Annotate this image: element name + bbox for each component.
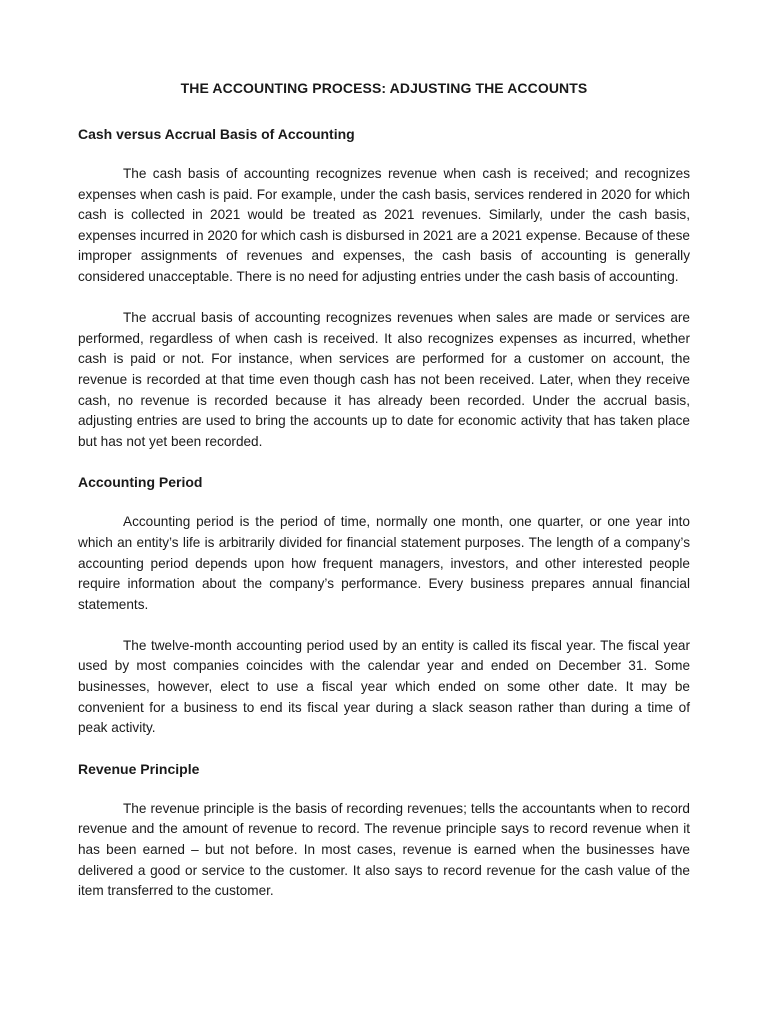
section-cash-vs-accrual <box>78 124 690 452</box>
paragraph: The accrual basis of accounting recognizes revenues when sales are made or services are performed, regardless of when cash is received. It also recognizes expenses as incurred, whether cash is paid or not. For instance, when services are performed for a customer on account, the revenue is recorded at that time even though cash has not been received. Later, when they receive cash, no revenue is recorded because it has already been recorded. Under the accrual basis, adjusting entries are used to bring the accounts up to date for economic activity that has taken place but has not yet been recorded. <box>78 310 690 449</box>
section-heading: Revenue Principle <box>78 760 200 777</box>
section-heading: Cash versus Accrual Basis of Accounting <box>78 126 355 142</box>
paragraph: Accounting period is the period of time, normally one month, one quarter, or one year into which an entity’s life is arbitrarily divided for financial statement purposes. The length of a company’s accounting period depends upon how frequent managers, investors, and other interested people require information about the company’s performance. Every business prepares annual financial statements. <box>78 514 690 612</box>
paragraph: The cash basis of accounting recognizes revenue when cash is received; and recognizes expenses when cash is paid. For example, under the cash basis, services rendered in 2020 for which cash is collected in 2021 would be treated as 2021 revenues. Similarly, under the cash basis, expenses incurred in 2020 for which cash is disbursed in 2021 are a 2021 expense. Because of these improper assignments of revenues and expenses, the cash basis of accounting is generally considered unacceptable. There is no need for adjusting entries under the cash basis of accounting. <box>78 166 690 284</box>
document-page <box>78 78 690 922</box>
section-heading: Accounting Period <box>78 474 203 491</box>
paragraph: The revenue principle is the basis of recording revenues; tells the accountants when to record revenue and the amount of revenue to record. The revenue principle says to record revenue when it has been earned – but not before. In most cases, revenue is earned when the businesses have delivered a good or service to the customer. It also says to record revenue for the cash value of the item transferred to the customer. <box>78 800 690 899</box>
section-revenue-principle <box>78 759 690 902</box>
document-title: THE ACCOUNTING PROCESS: ADJUSTING THE ACCOUNTS <box>180 80 588 96</box>
paragraph: The twelve-month accounting period used by an entity is called its fiscal year. The fiscal year used by most companies coincides with the calendar year and ended on December 31. Some businesses, however, elect to use a fiscal year which ended on some other date. It may be convenient for a business to end its fiscal year during a slack season rather than during a time of peak activity. <box>78 637 690 736</box>
section-accounting-period <box>78 472 690 739</box>
